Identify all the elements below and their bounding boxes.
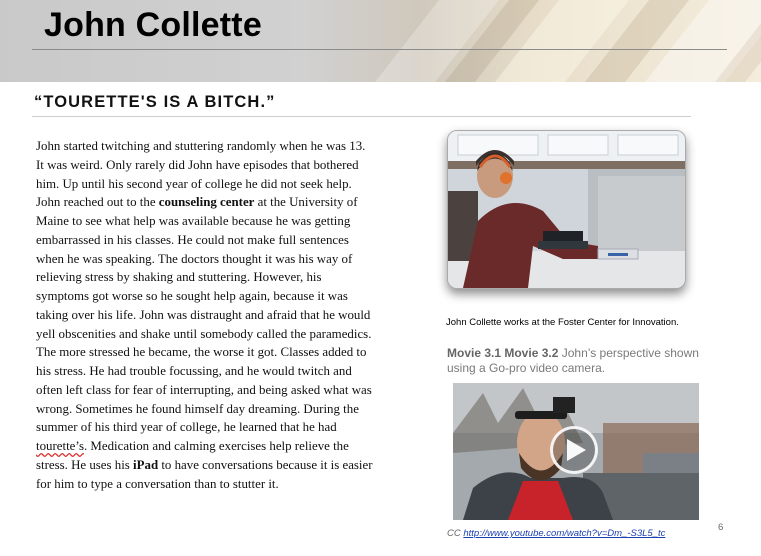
title-divider: [32, 49, 727, 50]
photo: [447, 130, 686, 289]
video-link[interactable]: http://www.youtube.com/watch?v=Dm_-S3L5_tc: [463, 528, 666, 539]
heading-divider: [32, 116, 691, 117]
bold-term: iPad: [133, 457, 159, 472]
story-body: [36, 137, 376, 493]
photo-caption: John Collette works at the Foster Center for Innovation.: [446, 317, 679, 328]
play-icon: [565, 438, 587, 462]
body-text-segment: John started twitching and stuttering randomly when he was 13. It was weird. Only rarely did John have episodes that bothered him. Up until his second year of college he did not seek help. John reached out to the: [36, 139, 366, 210]
play-button[interactable]: [550, 426, 598, 474]
body-text-segment: . Medication and calming exercises help relieve the stress. He uses his: [36, 439, 349, 472]
header-banner: [0, 0, 761, 82]
spellcheck-word: tourette’s: [36, 439, 84, 453]
section-heading: “TOURETTE'S IS A BITCH.”: [34, 93, 276, 111]
body-text-segment: to have conversations because it is easier for him to type a conversation than to stutter it.: [36, 457, 373, 491]
page-title: John Collette: [44, 6, 262, 44]
movie-label: Movie 3.1 Movie 3.2: [447, 346, 559, 360]
page-number: 6: [718, 522, 724, 533]
photo-illustration: [448, 131, 685, 288]
video-credit: [447, 528, 665, 539]
bold-term: counseling center: [158, 195, 255, 210]
body-text-segment: at the University of Maine to see what help was available because he was getting embarrassed in his classes. He could not make full sentences when he was speaking. The doctors thought it was his way of relieving stress by shaking and stuttering. However, his symptoms got worse so he sought help again, because it was taking over his life. John was distraught and afraid that he would yell obscenities and shake until somebody called the paramedics. The more stressed he became, the worse it got. Classes added to his stress. He had trouble focussing, and he would twitch and often left class for fear of interrupting, and being asked what was wrong. Sometimes he found himself day dreaming. During the summer of his third year of college, he learned that he had: [36, 195, 372, 435]
movie-description: John’s perspective shown using a Go-pro video camera.: [447, 346, 699, 375]
video-player[interactable]: [453, 383, 699, 520]
credit-prefix: CC: [447, 528, 464, 539]
movie-caption: [447, 346, 727, 376]
